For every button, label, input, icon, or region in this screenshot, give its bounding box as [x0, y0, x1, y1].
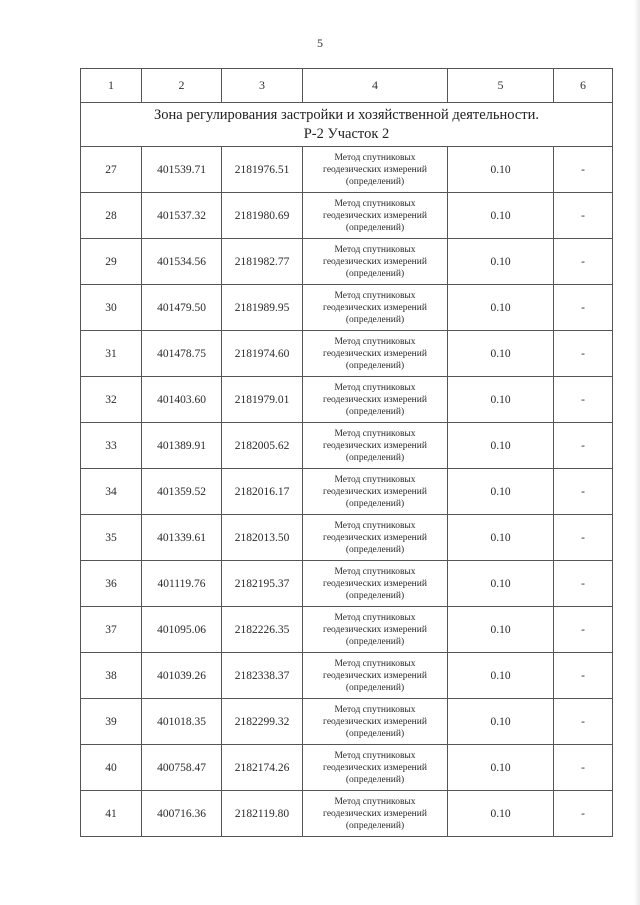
coordinate-y: 2182226.35 [222, 607, 303, 653]
method-cell [303, 699, 448, 745]
table-row [81, 331, 613, 377]
zone-title-line-2: Р-2 Участок 2 [303, 125, 390, 142]
note-cell: - [554, 699, 613, 745]
coordinate-y: 2181979.01 [222, 377, 303, 423]
point-number: 36 [81, 561, 142, 607]
method-cell [303, 791, 448, 837]
method-line-2: геодезических измерений [323, 348, 427, 359]
coordinate-x: 401479.50 [142, 285, 222, 331]
method-line-1: Метод спутниковых [334, 382, 416, 393]
table-row [81, 423, 613, 469]
note-cell: - [554, 239, 613, 285]
method-line-3: (определений) [345, 820, 405, 831]
method-line-1: Метод спутниковых [334, 796, 416, 807]
method-cell [303, 193, 448, 239]
accuracy-value: 0.10 [448, 791, 554, 837]
accuracy-value: 0.10 [448, 653, 554, 699]
coordinates-table [80, 68, 613, 837]
method-line-3: (определений) [345, 406, 405, 417]
method-line-2: геодезических измерений [323, 302, 427, 313]
coordinate-y: 2181989.95 [222, 285, 303, 331]
method-line-2: геодезических измерений [323, 716, 427, 727]
accuracy-value: 0.10 [448, 423, 554, 469]
method-line-2: геодезических измерений [323, 670, 427, 681]
point-number: 31 [81, 331, 142, 377]
method-cell [303, 607, 448, 653]
table-row [81, 653, 613, 699]
accuracy-value: 0.10 [448, 607, 554, 653]
coordinate-y: 2182299.32 [222, 699, 303, 745]
coordinate-x: 401119.76 [142, 561, 222, 607]
method-line-2: геодезических измерений [323, 808, 427, 819]
coordinate-x: 400716.36 [142, 791, 222, 837]
method-line-2: геодезических измерений [323, 394, 427, 405]
header-cell: 3 [222, 69, 303, 103]
coordinate-y: 2181974.60 [222, 331, 303, 377]
coordinate-y: 2182016.17 [222, 469, 303, 515]
method-line-3: (определений) [345, 222, 405, 233]
accuracy-value: 0.10 [448, 561, 554, 607]
coordinate-x: 401537.32 [142, 193, 222, 239]
accuracy-value: 0.10 [448, 239, 554, 285]
method-line-1: Метод спутниковых [334, 474, 416, 485]
point-number: 33 [81, 423, 142, 469]
method-line-3: (определений) [345, 314, 405, 325]
coordinate-x: 401095.06 [142, 607, 222, 653]
method-line-3: (определений) [345, 360, 405, 371]
accuracy-value: 0.10 [448, 193, 554, 239]
accuracy-value: 0.10 [448, 147, 554, 193]
coordinate-x: 401403.60 [142, 377, 222, 423]
note-cell: - [554, 193, 613, 239]
method-line-1: Метод спутниковых [334, 658, 416, 669]
method-line-3: (определений) [345, 544, 405, 555]
method-line-3: (определений) [345, 268, 405, 279]
method-line-2: геодезических измерений [323, 624, 427, 635]
method-line-1: Метод спутниковых [334, 704, 416, 715]
method-line-1: Метод спутниковых [334, 198, 416, 209]
accuracy-value: 0.10 [448, 469, 554, 515]
coordinate-y: 2181976.51 [222, 147, 303, 193]
accuracy-value: 0.10 [448, 515, 554, 561]
method-cell [303, 515, 448, 561]
method-line-2: геодезических измерений [323, 210, 427, 221]
method-line-1: Метод спутниковых [334, 152, 416, 163]
method-line-3: (определений) [345, 636, 405, 647]
method-cell [303, 745, 448, 791]
method-cell [303, 561, 448, 607]
note-cell: - [554, 285, 613, 331]
method-line-2: геодезических измерений [323, 532, 427, 543]
accuracy-value: 0.10 [448, 285, 554, 331]
coordinate-y: 2181980.69 [222, 193, 303, 239]
table-row [81, 561, 613, 607]
method-cell [303, 377, 448, 423]
header-cell: 2 [142, 69, 222, 103]
method-line-2: геодезических измерений [323, 762, 427, 773]
zone-title [81, 103, 613, 147]
note-cell: - [554, 653, 613, 699]
point-number: 27 [81, 147, 142, 193]
coordinate-y: 2182174.26 [222, 745, 303, 791]
method-line-2: геодезических измерений [323, 440, 427, 451]
note-cell: - [554, 561, 613, 607]
accuracy-value: 0.10 [448, 745, 554, 791]
page-number: 5 [317, 36, 323, 50]
method-cell [303, 239, 448, 285]
method-line-1: Метод спутниковых [334, 520, 416, 531]
coordinate-x: 401534.56 [142, 239, 222, 285]
method-cell [303, 423, 448, 469]
coordinate-y: 2182338.37 [222, 653, 303, 699]
method-line-3: (определений) [345, 774, 405, 785]
accuracy-value: 0.10 [448, 377, 554, 423]
point-number: 35 [81, 515, 142, 561]
coordinate-y: 2182195.37 [222, 561, 303, 607]
note-cell: - [554, 423, 613, 469]
method-cell [303, 147, 448, 193]
method-line-1: Метод спутниковых [334, 336, 416, 347]
header-cell: 6 [554, 69, 613, 103]
table-row [81, 791, 613, 837]
note-cell: - [554, 745, 613, 791]
table-row [81, 745, 613, 791]
coordinate-x: 401389.91 [142, 423, 222, 469]
method-line-3: (определений) [345, 176, 405, 187]
method-line-2: геодезических измерений [323, 256, 427, 267]
method-line-1: Метод спутниковых [334, 428, 416, 439]
header-cell: 5 [448, 69, 554, 103]
zone-title-line-1: Зона регулирования застройки и хозяйственной деятельности. [153, 106, 540, 123]
note-cell: - [554, 377, 613, 423]
table-row [81, 147, 613, 193]
method-line-3: (определений) [345, 452, 405, 463]
note-cell: - [554, 469, 613, 515]
header-cell: 4 [303, 69, 448, 103]
method-line-1: Метод спутниковых [334, 244, 416, 255]
coordinate-x: 401539.71 [142, 147, 222, 193]
method-cell [303, 285, 448, 331]
method-line-3: (определений) [345, 682, 405, 693]
coordinate-x: 401359.52 [142, 469, 222, 515]
table-row [81, 377, 613, 423]
table-row [81, 699, 613, 745]
method-line-3: (определений) [345, 590, 405, 601]
accuracy-value: 0.10 [448, 699, 554, 745]
method-line-3: (определений) [345, 498, 405, 509]
point-number: 34 [81, 469, 142, 515]
point-number: 28 [81, 193, 142, 239]
table-row [81, 285, 613, 331]
method-line-1: Метод спутниковых [334, 290, 416, 301]
method-line-2: геодезических измерений [323, 578, 427, 589]
method-cell [303, 469, 448, 515]
method-cell [303, 653, 448, 699]
coordinate-x: 401478.75 [142, 331, 222, 377]
coordinate-y: 2182119.80 [222, 791, 303, 837]
note-cell: - [554, 147, 613, 193]
scan-edge-shadow [634, 0, 640, 905]
coordinate-y: 2181982.77 [222, 239, 303, 285]
header-cell: 1 [81, 69, 142, 103]
coordinate-x: 401339.61 [142, 515, 222, 561]
point-number: 29 [81, 239, 142, 285]
table-row [81, 193, 613, 239]
coordinate-y: 2182005.62 [222, 423, 303, 469]
method-line-1: Метод спутниковых [334, 566, 416, 577]
coordinate-x: 401018.35 [142, 699, 222, 745]
note-cell: - [554, 607, 613, 653]
point-number: 32 [81, 377, 142, 423]
point-number: 39 [81, 699, 142, 745]
method-line-1: Метод спутниковых [334, 612, 416, 623]
table-row [81, 469, 613, 515]
coordinate-x: 400758.47 [142, 745, 222, 791]
method-line-2: геодезических измерений [323, 486, 427, 497]
method-line-2: геодезических измерений [323, 164, 427, 175]
coordinate-y: 2182013.50 [222, 515, 303, 561]
table-header-row [81, 69, 613, 103]
point-number: 30 [81, 285, 142, 331]
method-line-3: (определений) [345, 728, 405, 739]
point-number: 40 [81, 745, 142, 791]
table-row [81, 607, 613, 653]
table-row [81, 239, 613, 285]
method-cell [303, 331, 448, 377]
point-number: 38 [81, 653, 142, 699]
coordinate-x: 401039.26 [142, 653, 222, 699]
note-cell: - [554, 515, 613, 561]
table-row [81, 515, 613, 561]
point-number: 41 [81, 791, 142, 837]
zone-title-row [81, 103, 613, 147]
accuracy-value: 0.10 [448, 331, 554, 377]
method-line-1: Метод спутниковых [334, 750, 416, 761]
point-number: 37 [81, 607, 142, 653]
note-cell: - [554, 331, 613, 377]
note-cell: - [554, 791, 613, 837]
